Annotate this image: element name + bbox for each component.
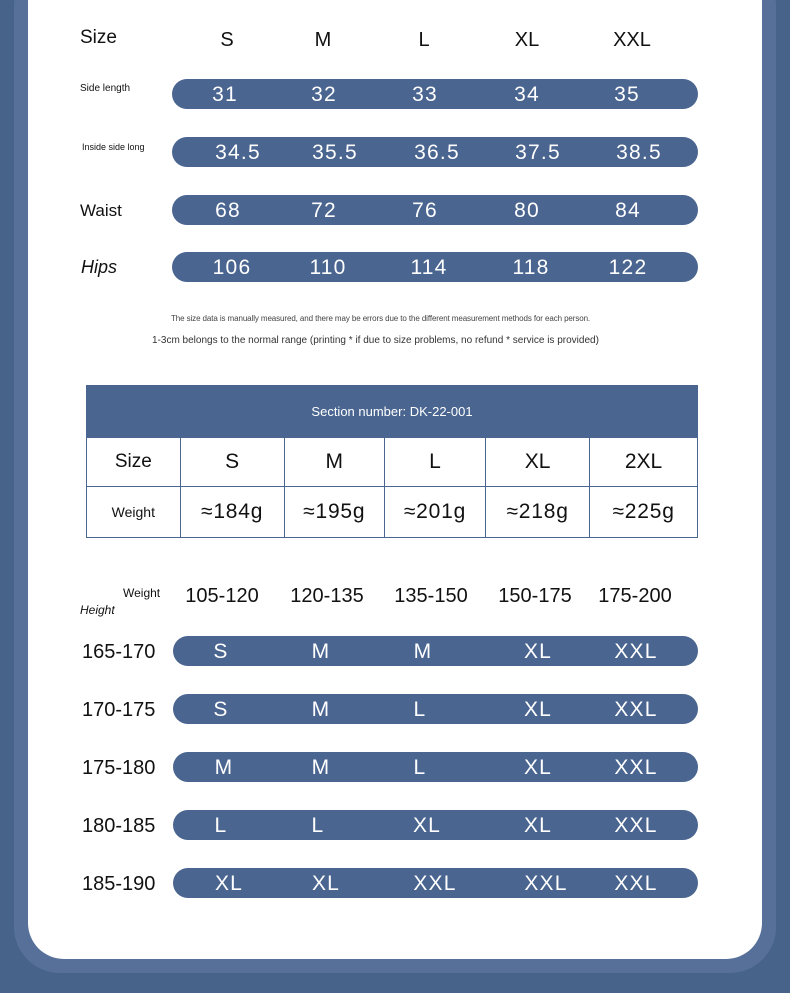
weight-table-size-2xl: 2XL — [590, 438, 698, 487]
rec-185-190-c3: XXL — [413, 872, 457, 895]
weight-s: ≈184g — [180, 487, 284, 538]
weight-l: ≈201g — [384, 487, 485, 538]
weight-table — [86, 385, 698, 538]
size-header-l: L — [418, 29, 430, 51]
rec-180-185-c3: XL — [412, 814, 442, 837]
recommend-row-175-180 — [173, 752, 698, 782]
row-label-hips: Hips — [81, 257, 118, 277]
rec-165-170-c5: XXL — [614, 640, 658, 663]
height-label-175-180: 175-180 — [82, 757, 156, 779]
size-header-xl: XL — [514, 29, 540, 51]
hips-l: 114 — [410, 256, 448, 279]
rec-165-170-c2: M — [311, 640, 331, 663]
waist-l: 76 — [412, 199, 438, 222]
rec-170-175-c1: S — [213, 698, 229, 721]
rec-185-190-c4: XXL — [524, 872, 568, 895]
inside-side-long-xxl: 38.5 — [616, 141, 662, 164]
height-label-180-185: 180-185 — [82, 815, 156, 837]
hips-xl: 118 — [512, 256, 550, 279]
range-note: 1-3cm belongs to the normal range (printing * if due to size problems, no refund * service is provided) — [152, 335, 599, 346]
weight-table-size-label: Size — [87, 438, 181, 487]
waist-xl: 80 — [514, 199, 540, 222]
rec-170-175-c4: XL — [523, 698, 553, 721]
recommend-row-165-170 — [173, 636, 698, 666]
weight-range-3: 135-150 — [394, 585, 468, 607]
weight-m: ≈195g — [284, 487, 384, 538]
waist-row — [172, 195, 698, 225]
rec-180-185-c1: L — [214, 814, 228, 837]
weight-range-1: 105-120 — [185, 585, 259, 607]
hips-row — [172, 252, 698, 282]
weight-table-size-l: L — [384, 438, 485, 487]
weight-table-size-xl: XL — [486, 438, 590, 487]
rec-170-175-c2: M — [311, 698, 331, 721]
inside-side-long-m: 35.5 — [312, 141, 358, 164]
row-label-side-length: Side length — [80, 83, 131, 94]
hips-xxl: 122 — [608, 256, 648, 279]
row-label-waist: Waist — [80, 201, 122, 220]
height-label-165-170: 165-170 — [82, 641, 156, 663]
size-header-s: S — [220, 29, 234, 51]
height-label-185-190: 185-190 — [82, 873, 156, 895]
size-header-label: Size — [80, 27, 117, 48]
weight-range-4: 150-175 — [498, 585, 572, 607]
weight-table-size-m: M — [284, 438, 384, 487]
rec-175-180-c3: L — [413, 756, 427, 779]
recommend-row-185-190 — [173, 868, 698, 898]
side-length-xl: 34 — [514, 83, 540, 106]
weight-2xl: ≈225g — [590, 487, 698, 538]
side-length-xxl: 35 — [614, 83, 640, 106]
inside-side-long-row — [172, 137, 698, 167]
rec-185-190-c1: XL — [214, 872, 244, 895]
rec-180-185-c2: L — [311, 814, 325, 837]
weight-xl: ≈218g — [486, 487, 590, 538]
rec-185-190-c2: XL — [311, 872, 341, 895]
rec-165-170-c1: S — [213, 640, 229, 663]
measurement-note: The size data is manually measured, and there may be errors due to the different measurement methods for each person. — [171, 314, 591, 323]
section-number: Section number: DK-22-001 — [87, 386, 698, 438]
rec-175-180-c4: XL — [523, 756, 553, 779]
weight-range-5: 175-200 — [598, 585, 672, 607]
waist-m: 72 — [311, 199, 337, 222]
size-header-m: M — [314, 29, 332, 51]
inside-side-long-l: 36.5 — [414, 141, 460, 164]
side-length-row — [172, 79, 698, 109]
row-label-inside-side-long: Inside side long — [82, 142, 145, 152]
rec-165-170-c4: XL — [523, 640, 553, 663]
weight-table-weight-label: Weight — [87, 487, 181, 538]
waist-s: 68 — [215, 199, 241, 222]
rec-180-185-c5: XXL — [614, 814, 658, 837]
rec-180-185-c4: XL — [523, 814, 553, 837]
inside-side-long-xl: 37.5 — [515, 141, 561, 164]
side-length-s: 31 — [212, 83, 238, 106]
height-axis-label: Height — [80, 603, 115, 617]
hips-m: 110 — [309, 256, 347, 279]
side-length-m: 32 — [311, 83, 337, 106]
hips-s: 106 — [212, 256, 252, 279]
side-length-l: 33 — [412, 83, 438, 106]
weight-table-size-s: S — [180, 438, 284, 487]
height-label-170-175: 170-175 — [82, 699, 156, 721]
inside-side-long-s: 34.5 — [215, 141, 261, 164]
recommend-row-180-185 — [173, 810, 698, 840]
rec-170-175-c3: L — [413, 698, 427, 721]
recommend-row-170-175 — [173, 694, 698, 724]
weight-range-2: 120-135 — [290, 585, 364, 607]
rec-175-180-c2: M — [311, 756, 331, 779]
rec-165-170-c3: M — [413, 640, 433, 663]
size-header-xxl: XXL — [613, 29, 651, 51]
waist-xxl: 84 — [615, 199, 641, 222]
rec-170-175-c5: XXL — [614, 698, 658, 721]
rec-175-180-c1: M — [214, 756, 234, 779]
rec-185-190-c5: XXL — [614, 872, 658, 895]
weight-axis-label: Weight — [123, 586, 161, 600]
rec-175-180-c5: XXL — [614, 756, 658, 779]
